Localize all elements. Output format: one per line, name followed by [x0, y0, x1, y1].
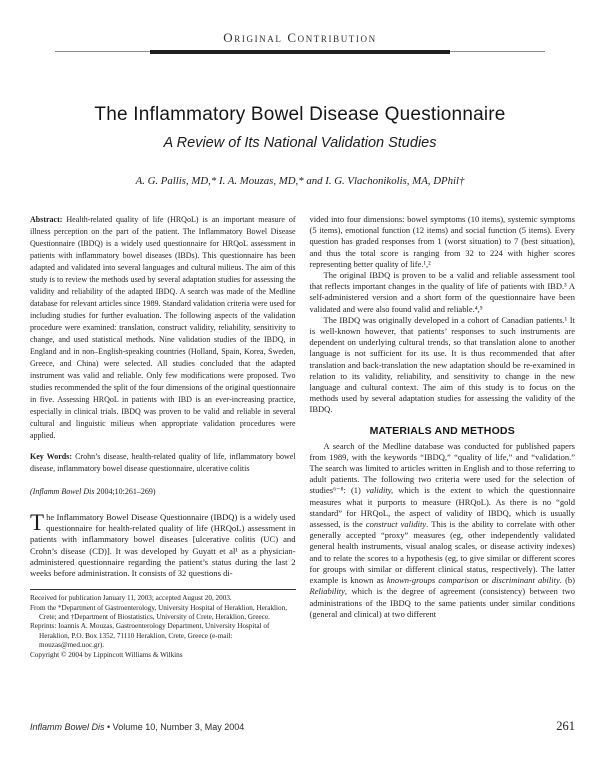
- methods-italic-term: Reliability: [309, 586, 345, 597]
- header-rule-thick: [150, 50, 450, 54]
- intro-text: he Inflammatory Bowel Disease Questionnaire (IBDQ) is a widely used questionnaire for health-related quality of life (HRQoL) assessment in patients with inflammatory bowel diseases [ulcerative colitis (UC) and Crohn’s disease (CD)]. It was developed by Guyatt et al¹ as a physician-administered questionnaire regarding the patient’s status during the last 2 weeks before administration. It consists of 32 questions di-: [30, 512, 296, 579]
- methods-text-segment: , which is the degree of agreement (consistency) between two administrations of the IBDQ to the same patients under similar conditions (general and clinical) at two different: [309, 586, 575, 619]
- citation-line: [30, 486, 296, 497]
- footer-issue-info: • Volume 10, Number 3, May 2004: [104, 722, 245, 732]
- page-footer: [30, 716, 575, 734]
- abstract-text: Health-related quality of life (HRQoL) is an important measure of illness perception on the part of the patient. The Inflammatory Bowel Disease Questionnaire (IBDQ) is a widely used questionnaire for HRQoL assessment in patients with inflammatory bowel diseases (IBDs). This questionnaire has been adapted and validated into several languages and cultural milieus. The aim of this study is to review the methods used by several adaptation studies for assessing the validity and reliability of the adapted IBDQ. A search was made of the Medline database for relevant articles since 1989. Standard validation criteria were used for including studies for further evaluation. The following aspects of the validation procedure were examined: translation, construct validity, reliability, sensitivity to change, and used statistical methods. Nine validation studies of the IBDQ, in England and in non–English-speaking countries (Holland, Spain, Korea, Sweden, Greece, and China) were selected. All studies concluded that the adapted instrument was valid and reliable. Only few modifications were proposed. Two studies recommended the split of the four dimensions of the original questionnaire in five. Assessing HRQoL in patients with IBD is an ever-increasing practice, especially in clinical trials. IBDQ was proven to be valid and reliable in several cultural and linguistic milieus when appropriate validation procedures were applied.: [30, 215, 296, 440]
- running-head: [0, 0, 600, 54]
- footer-journal-name: Inflamm Bowel Dis: [30, 722, 105, 732]
- page-number: 261: [556, 719, 575, 733]
- intro-paragraph: [30, 512, 296, 579]
- article-subtitle: A Review of Its National Validation Studies: [163, 135, 437, 151]
- footnotes-block: [30, 594, 296, 660]
- article-title: The Inflammatory Bowel Disease Questionnaire: [94, 104, 506, 125]
- body-paragraph: The original IBDQ is proven to be a valid and reliable assessment tool that reflects important changes in the quality of life of patients with IBD.³ A self-administered version and a short form of the questionnaire have been validated and were also found valid and reliable.⁴,⁵: [309, 270, 575, 314]
- header-rule: [55, 49, 545, 54]
- footnote-reprints: Reprints: Ioannis A. Mouzas, Gastroenterology Department, University Hospital of Heraklion, P.O. Box 1352, 71110 Heraklion, Crete, Greece (e-mail: mouzas@med.uoc.gr).: [30, 622, 270, 650]
- methods-italic-term: discriminant ability: [491, 575, 560, 586]
- methods-text-segment: which is the extent to which the questionnaire measures what it purports to measure (HRQoL). As there is no “gold standard” for HRQoL, the aspect of validity of IBDQ, which is usually assessed, is the: [309, 485, 575, 530]
- methods-paragraph: [310, 441, 576, 620]
- right-column: [310, 214, 576, 660]
- methods-text-segment: . (b): [559, 575, 575, 586]
- methods-text-segment: or: [478, 575, 492, 586]
- keywords-text: Crohn’s disease, health-related quality of life, inflammatory bowel disease, inflammatory bowel disease questionnaire, ulcerative colitis: [30, 452, 296, 473]
- section-heading-materials-methods: MATERIALS AND METHODS: [369, 424, 515, 437]
- abstract-label: Abstract:: [30, 215, 63, 224]
- methods-text-segment: . This is the ability to correlate with other generally accepted “proxy” measures (eg, other independently validated general health instruments, visual analog scales, or disease activity indexes) and to relate the scores to a hypothesis (eg, to give similar or different scores for groups with similar or different clinical status, respectively). The latter example is known as: [309, 519, 575, 586]
- footnote-copyright: Copyright © 2004 by Lippincott Williams & Wilkins: [30, 650, 183, 659]
- authors-line: A. G. Pallis, MD,* I. A. Mouzas, MD,* and I. G. Vlachonikolis, MA, DPhil†: [135, 175, 465, 187]
- keywords-label: Key Words:: [30, 452, 73, 461]
- footer-journal-line: [30, 722, 244, 732]
- footnote-divider: [30, 589, 296, 590]
- citation-journal-name: (Inflamm Bowel Dis: [30, 487, 95, 496]
- methods-italic-term: validity,: [365, 485, 394, 496]
- keywords-paragraph: [30, 451, 296, 475]
- footnote-received: Received for publication January 11, 2003; accepted August 20, 2003.: [30, 594, 232, 603]
- citation-volume-pages: 2004;10:261–269): [94, 487, 156, 496]
- left-column: [30, 214, 296, 660]
- article-type-label: Original Contribution: [223, 30, 377, 45]
- body-paragraph: The IBDQ was originally developed in a cohort of Canadian patients.¹ It is well-known however, that patients’ responses to such instruments are dependent on underlying cultural trends, so that translation alone to another language is not sufficient for its use. It is thus recommended that after translation and back-translation the new adaptation should be re-examined in relation to its validity, reliability, and sensitivity to change in the new language and cultural context. The aim of this study is to focus on the methods used by several adaptation studies for assessing the validity of the IBDQ.: [309, 314, 575, 415]
- title-block: [0, 104, 600, 187]
- body-paragraph-continued: vided into four dimensions: bowel symptoms (10 items), systemic symptoms (5 items), emotional function (12 items) and social function (5 items). Every question has graded responses from 1 (worst situation) to 7 (best situation), and thus the total score is ranging from 32 to 224 with higher scores representing better quality of life.¹,²: [309, 214, 575, 269]
- article-body: [30, 214, 575, 660]
- methods-text-segment: A search of the Medline database was conducted for published papers from 1989, with the keywords “IBDQ,” “quality of life,” and “validation.” The search was limited to articles written in English and to those referring to adult patients. The following two criteria were used for the selection of studies⁶⁻⁸: (1): [309, 440, 575, 496]
- drop-cap: T: [30, 510, 45, 535]
- abstract-paragraph: [30, 214, 296, 442]
- methods-italic-term: known-groups comparison: [386, 575, 479, 586]
- methods-italic-term: construct validity: [365, 519, 427, 530]
- footnote-affiliations: From the *Department of Gastroenterology, University Hospital of Heraklion, Heraklion, Crete; and †Department of Biostatistics, University of Crete, Heraklion, Greece.: [30, 603, 288, 622]
